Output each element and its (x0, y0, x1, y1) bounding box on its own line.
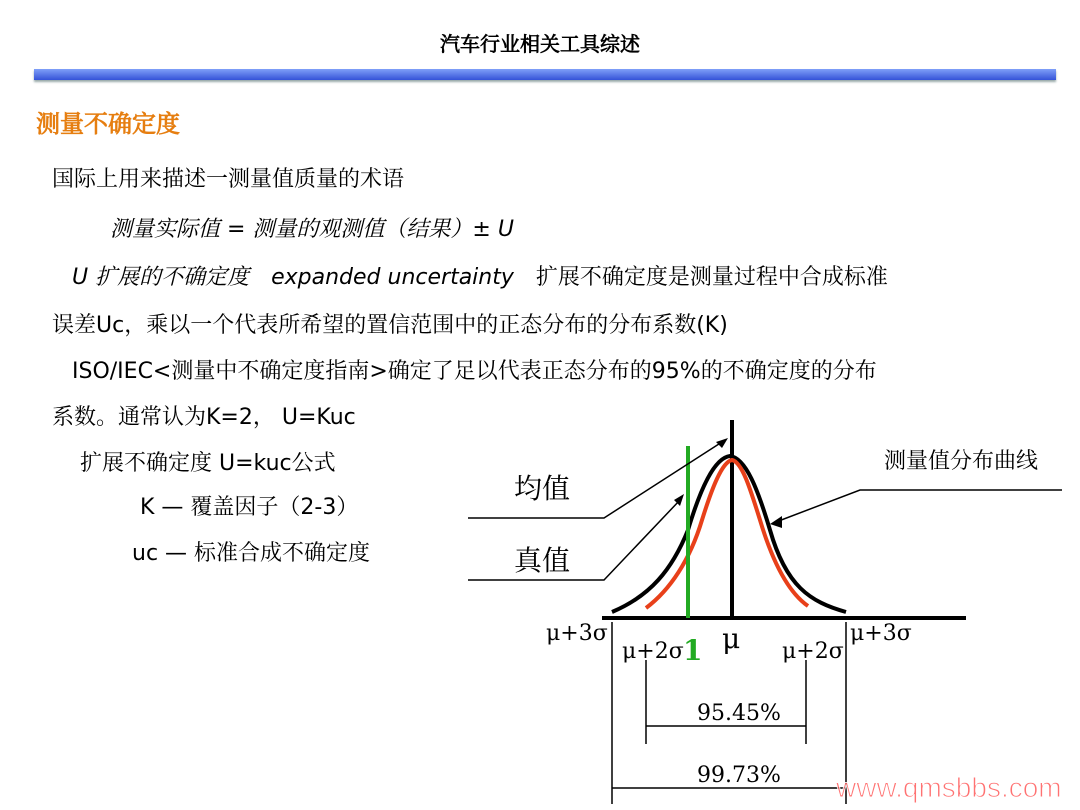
term-cn: U 扩展的不确定度 (72, 265, 250, 290)
body-line-1: 国际上用来描述一测量值质量的术语 (52, 167, 405, 192)
true-leader-line (468, 500, 680, 580)
mean-leader-line (468, 442, 722, 518)
range-99-label: 99.73% (697, 763, 781, 788)
range-95-label: 95.45% (697, 701, 781, 726)
curve-leader-arrow (770, 516, 782, 528)
curve-leader-line (776, 490, 1062, 522)
body-line-9: uc — 标准合成不确定度 (132, 541, 371, 566)
tick-left-3sigma: μ+3σ (546, 621, 608, 646)
tick-left-2sigma: μ+2σ (622, 639, 684, 664)
true-value-curve (646, 460, 808, 608)
section-title: 测量不确定度 (36, 110, 180, 138)
term-en: expanded uncertainty (271, 265, 514, 290)
mean-label: 均值 (514, 472, 571, 505)
body-line-7: 扩展不确定度 U=kuc公式 (80, 451, 336, 476)
body-line-8: K — 覆盖因子（2-3） (140, 495, 359, 520)
tick-right-3sigma: μ+3σ (850, 621, 912, 646)
document-header-title: 汽车行业相关工具综述 (440, 32, 640, 56)
tick-right-2sigma: μ+2σ (782, 639, 844, 664)
body-line-2: 测量实际值 = 测量的观测值（结果）± U (110, 217, 514, 242)
watermark: www.qmsbbs.com (836, 772, 1062, 803)
true-value-label: 真值 (514, 544, 571, 577)
tick-mu: μ (722, 622, 741, 655)
body-line-6: 系数。通常认为K=2， U=Kuc (52, 405, 356, 430)
tick-true-value: 1 (683, 634, 703, 667)
curve-label: 测量值分布曲线 (884, 449, 1039, 474)
body-line-5: ISO/IEC<测量中不确定度指南>确定了足以代表正态分布的95%的不确定度的分布 (72, 359, 877, 384)
mean-leader-arrow (716, 438, 728, 448)
body-line-4: 误差Uc，乘以一个代表所希望的置信范围中的正态分布的分布系数(K) (52, 313, 728, 338)
term-definition: 扩展不确定度是测量过程中合成标准 (535, 265, 888, 290)
